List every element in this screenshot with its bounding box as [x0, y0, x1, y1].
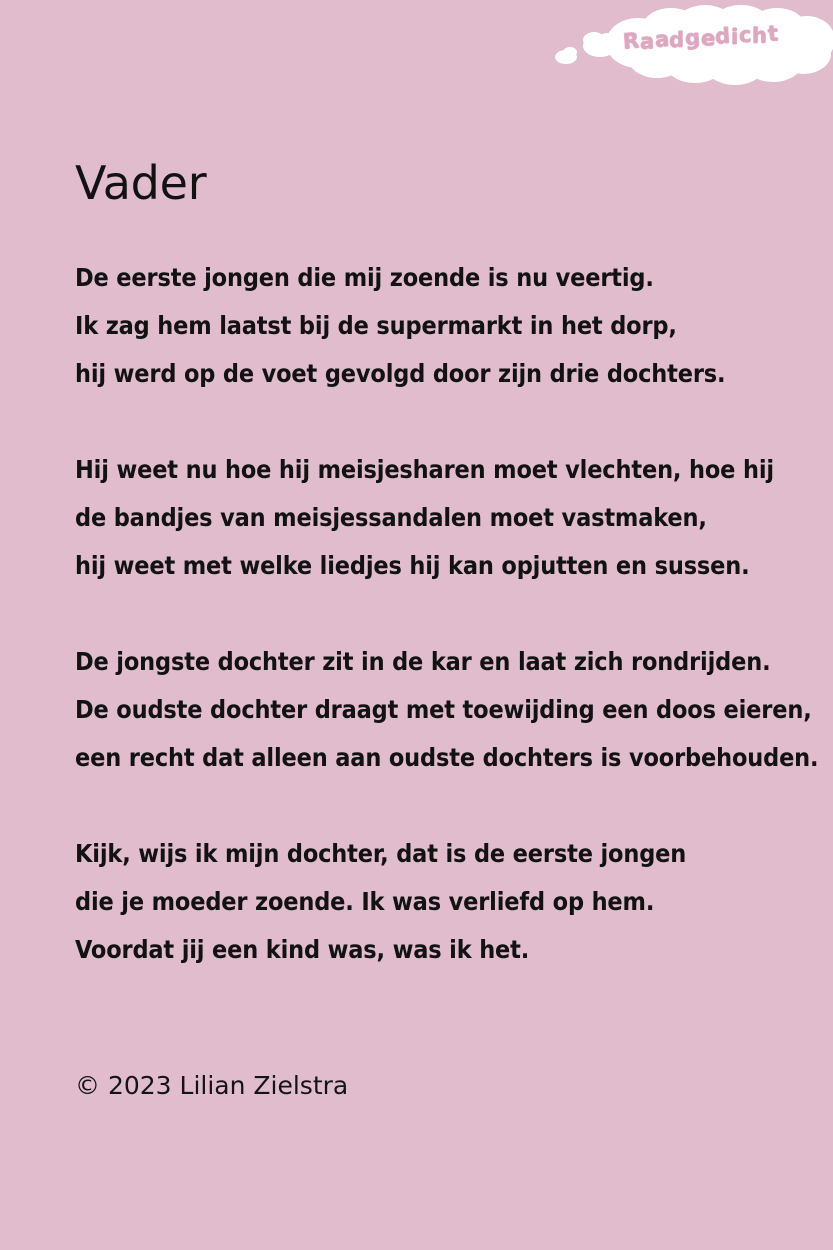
poem-line: hij werd op de voet gevolgd door zijn drie dochters. — [75, 359, 726, 388]
stanza — [75, 638, 819, 782]
poem-line: Ik zag hem laatst bij de supermarkt in het dorp, — [75, 311, 677, 340]
poem-line: Voordat jij een kind was, was ik het. — [75, 935, 530, 964]
poem-body — [75, 254, 819, 974]
stanza — [75, 446, 815, 590]
logo-brand-label: Raadgedicht — [622, 21, 779, 54]
copyright-credit: © 2023 Lilian Zielstra — [75, 1071, 349, 1100]
poem-line: Kijk, wijs ik mijn dochter, dat is de eerste jongen — [75, 839, 687, 868]
poem-line: hij weet met welke liedjes hij kan opjutten en sussen. — [75, 551, 750, 580]
poem-content — [75, 0, 819, 1100]
poem-line: De oudste dochter draagt met toewijding een doos eieren, — [75, 695, 812, 724]
poem-line: een recht dat alleen aan oudste dochters is voorbehouden. — [75, 743, 819, 772]
stanza — [75, 830, 815, 974]
poem-line: die je moeder zoende. Ik was verliefd op hem. — [75, 887, 655, 916]
poem-line: Hij weet nu hoe hij meisjesharen moet vlechten, hoe hij — [75, 455, 774, 484]
page-title: Vader — [75, 156, 207, 210]
stanza — [75, 254, 815, 398]
poem-line: de bandjes van meisjessandalen moet vastmaken, — [75, 503, 707, 532]
poem-line: De jongste dochter zit in de kar en laat zich rondrijden. — [75, 647, 771, 676]
poem-line: De eerste jongen die mij zoende is nu veertig. — [75, 263, 654, 292]
